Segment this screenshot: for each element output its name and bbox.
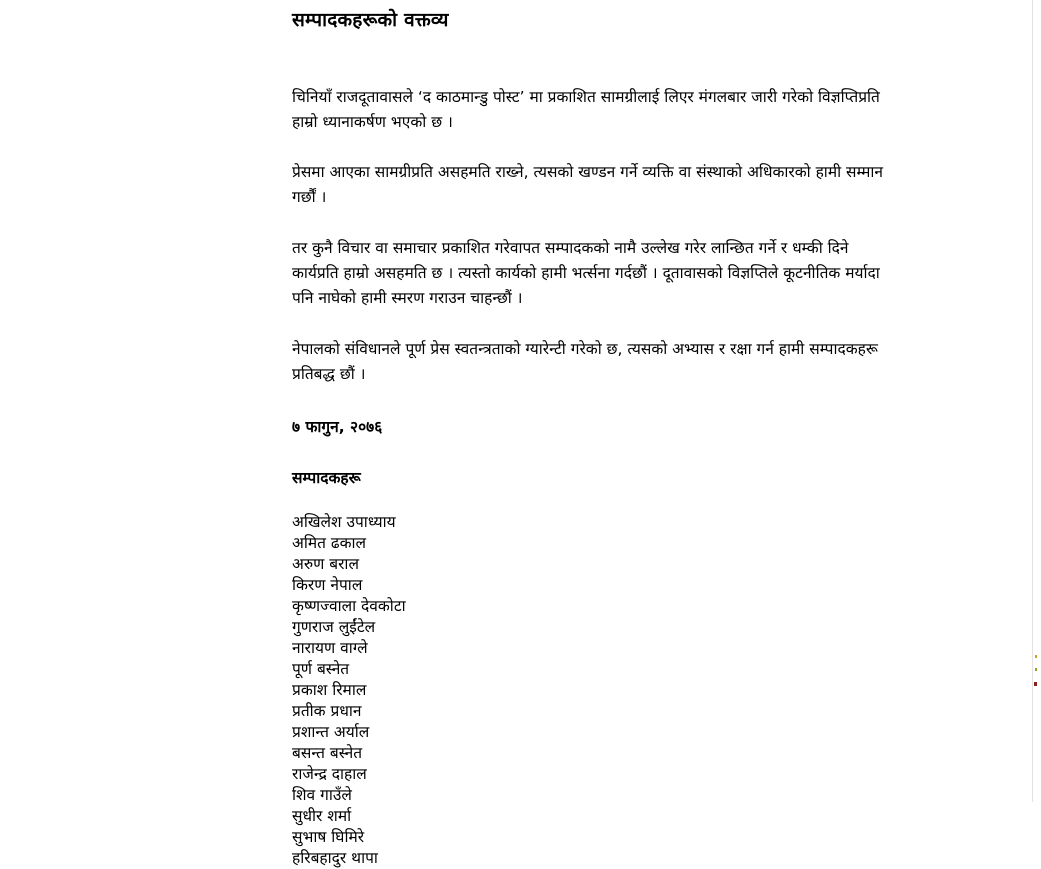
list-item: कृष्णज्वाला देवकोटा xyxy=(292,596,406,615)
list-item: अमित ढकाल xyxy=(292,533,367,552)
list-item: सुधीर शर्मा xyxy=(292,806,352,825)
page-edge-rule xyxy=(1032,0,1033,802)
list-item: शिव गाउँले xyxy=(292,785,352,804)
list-item: किरण नेपाल xyxy=(292,575,363,594)
edge-artifact-speck xyxy=(1035,655,1037,658)
list-item: प्रकाश रिमाल xyxy=(292,680,367,699)
list-item: पूर्ण बस्नेत xyxy=(292,659,350,678)
signatory-list xyxy=(292,512,892,869)
list-item: हरिबहादुर थापा xyxy=(292,848,378,867)
list-item: राजेन्द्र दाहाल xyxy=(292,764,367,783)
edge-artifact-speck xyxy=(1034,682,1037,686)
statement-paragraph-3: तर कुनै विचार वा समाचार प्रकाशित गरेवापत सम्पादकको नामै उल्लेख गरेर लान्छित गर्ने र धम्की दिने कार्यप्रति हाम्रो असहमति छ । त्यस्तो कार्यको हामी भर्त्सना गर्दछौं । दूतावासको विज्ञप्तिले कूटनीतिक मर्यादा पनि नाघेको हामी स्मरण गराउन चाहन्छौं । xyxy=(292,238,880,307)
list-item: बसन्त बस्नेत xyxy=(292,743,363,762)
edge-artifact-speck xyxy=(1035,668,1037,671)
statement-paragraph-4: नेपालको संविधानले पूर्ण प्रेस स्वतन्त्रताको ग्यारेन्टी गरेको छ, त्यसको अभ्यास र रक्षा गर्न हामी सम्पादकहरू प्रतिबद्ध छौं । xyxy=(292,339,878,383)
list-item: सुभाष घिमिरे xyxy=(292,827,365,846)
statement-paragraph-2: प्रेसमा आएका सामग्रीप्रति असहमति राख्ने, त्यसको खण्डन गर्ने व्यक्ति वा संस्थाको अधिकारको हामी सम्मान गर्छौं । xyxy=(292,162,884,206)
list-item: गुणराज लुईंटेल xyxy=(292,617,376,636)
page-title: सम्पादकहरूको वक्तव्य xyxy=(292,9,449,31)
list-item: अरुण बराल xyxy=(292,554,359,573)
statement-article xyxy=(292,0,892,869)
list-item: प्रतीक प्रधान xyxy=(292,701,362,720)
statement-paragraph-1: चिनियाँ राजदूतावासले ‘द काठमान्डु पोस्ट’ मा प्रकाशित सामग्रीलाई लिएर मंगलबार जारी गरेको विज्ञप्तिप्रति हाम्रो ध्यानाकर्षण भएको छ । xyxy=(292,87,880,131)
signatories-heading: सम्पादकहरू xyxy=(292,468,361,487)
list-item: अखिलेश उपाध्याय xyxy=(292,512,396,531)
statement-date: ७ फागुन, २०७६ xyxy=(292,417,383,436)
list-item: नारायण वाग्ले xyxy=(292,638,368,657)
list-item: प्रशान्त अर्याल xyxy=(292,722,370,741)
